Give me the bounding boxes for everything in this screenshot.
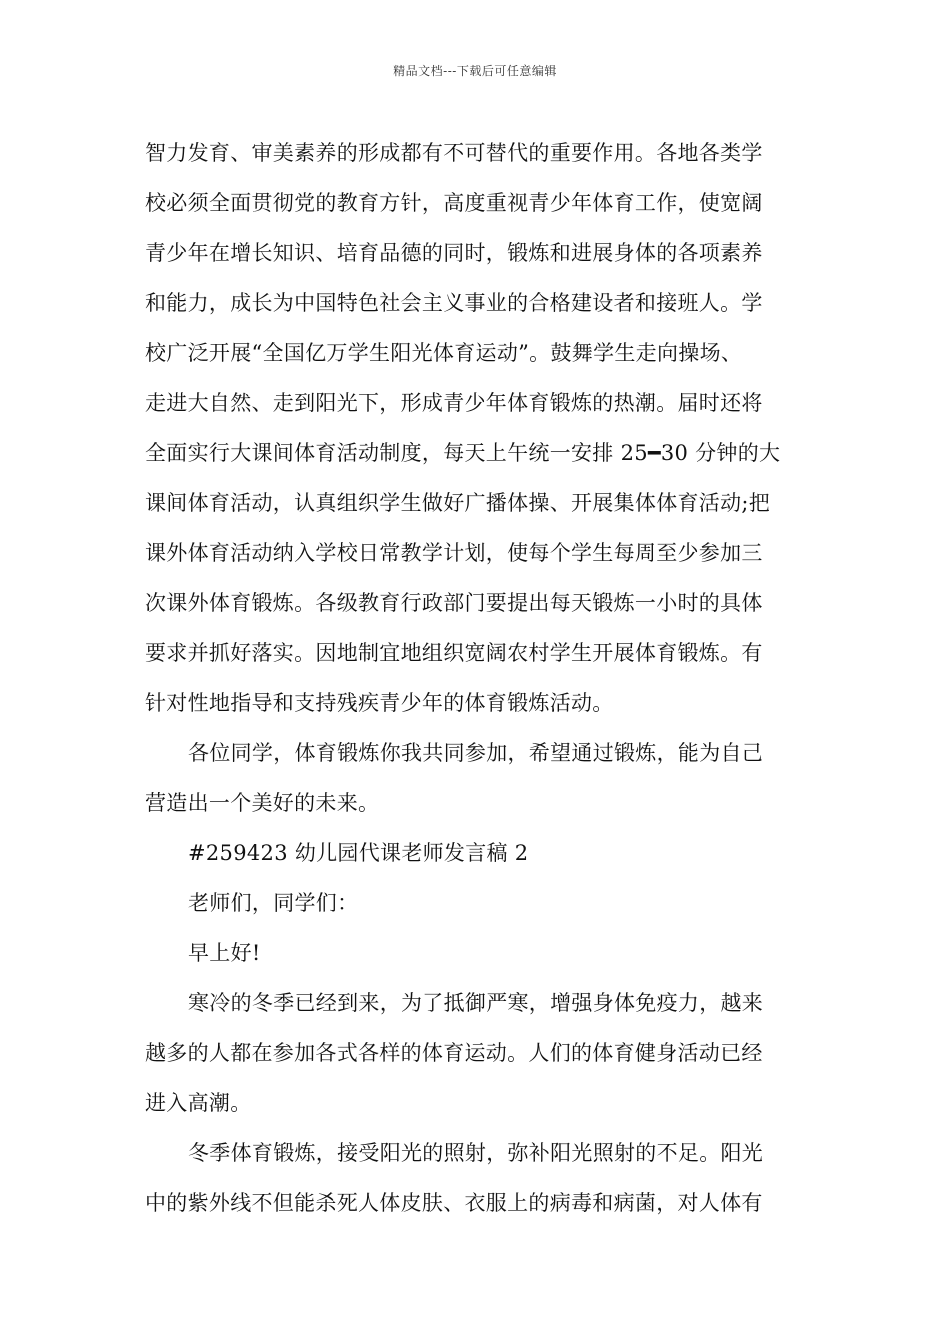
paragraph: [145, 728, 807, 828]
document-body: [145, 128, 807, 1228]
text-line: 校广泛开展“全国亿万学生阳光体育运动”。鼓舞学生走向操场、: [145, 341, 743, 365]
text-line: 老师们，同学们：: [188, 891, 359, 915]
text-line: 课间体育活动，认真组织学生做好广播体操、开展集体体育活动;把: [145, 491, 771, 515]
text-line: 走进大自然、走到阳光下，形成青少年体育锻炼的热潮。届时还将: [145, 391, 763, 415]
text-line: 进入高潮。: [145, 1091, 252, 1115]
text-line: 针对性地指导和支持残疾青少年的体育锻炼活动。: [145, 691, 614, 715]
text-line: 和能力，成长为中国特色社会主义事业的合格建设者和接班人。学: [145, 291, 763, 315]
text-line: 次课外体育锻炼。各级教育行政部门要提出每天锻炼一小时的具体: [145, 591, 763, 615]
text-line: 青少年在增长知识、培育品德的同时，锻炼和进展身体的各项素养: [145, 241, 763, 265]
paragraph: [145, 928, 807, 978]
text-line: 营造出一个美好的未来。: [145, 791, 380, 815]
text-line: 要求并抓好落实。因地制宜地组织宽阔农村学生开展体育锻炼。有: [145, 641, 763, 665]
paragraph: [145, 1128, 807, 1228]
text-line: #259423 幼儿园代课老师发言稿 2: [188, 841, 529, 865]
text-line: 越多的人都在参加各式各样的体育运动。人们的体育健身活动已经: [145, 1041, 763, 1065]
text-line: 中的紫外线不但能杀死人体皮肤、衣服上的病毒和病菌，对人体有: [145, 1191, 763, 1215]
paragraph: [145, 828, 807, 878]
text-line: 早上好!: [188, 941, 261, 965]
paragraph: [145, 128, 807, 728]
text-line: 冬季体育锻炼，接受阳光的照射，弥补阳光照射的不足。阳光: [188, 1141, 764, 1165]
text-line: 全面实行大课间体育活动制度，每天上午统一安排 25━30 分钟的大: [145, 441, 781, 465]
paragraph: [145, 878, 807, 928]
text-line: 各位同学，体育锻炼你我共同参加，希望通过锻炼，能为自己: [188, 741, 764, 765]
paragraph: [145, 978, 807, 1128]
text-line: 智力发育、审美素养的形成都有不可替代的重要作用。各地各类学: [145, 141, 763, 165]
text-line: 校必须全面贯彻党的教育方针，高度重视青少年体育工作，使宽阔: [145, 191, 763, 215]
text-line: 课外体育活动纳入学校日常教学计划，使每个学生每周至少参加三: [145, 541, 763, 565]
page-header: 精品文档---下载后可任意编辑: [393, 64, 557, 78]
text-line: 寒冷的冬季已经到来，为了抵御严寒，增强身体免疫力，越来: [188, 991, 764, 1015]
